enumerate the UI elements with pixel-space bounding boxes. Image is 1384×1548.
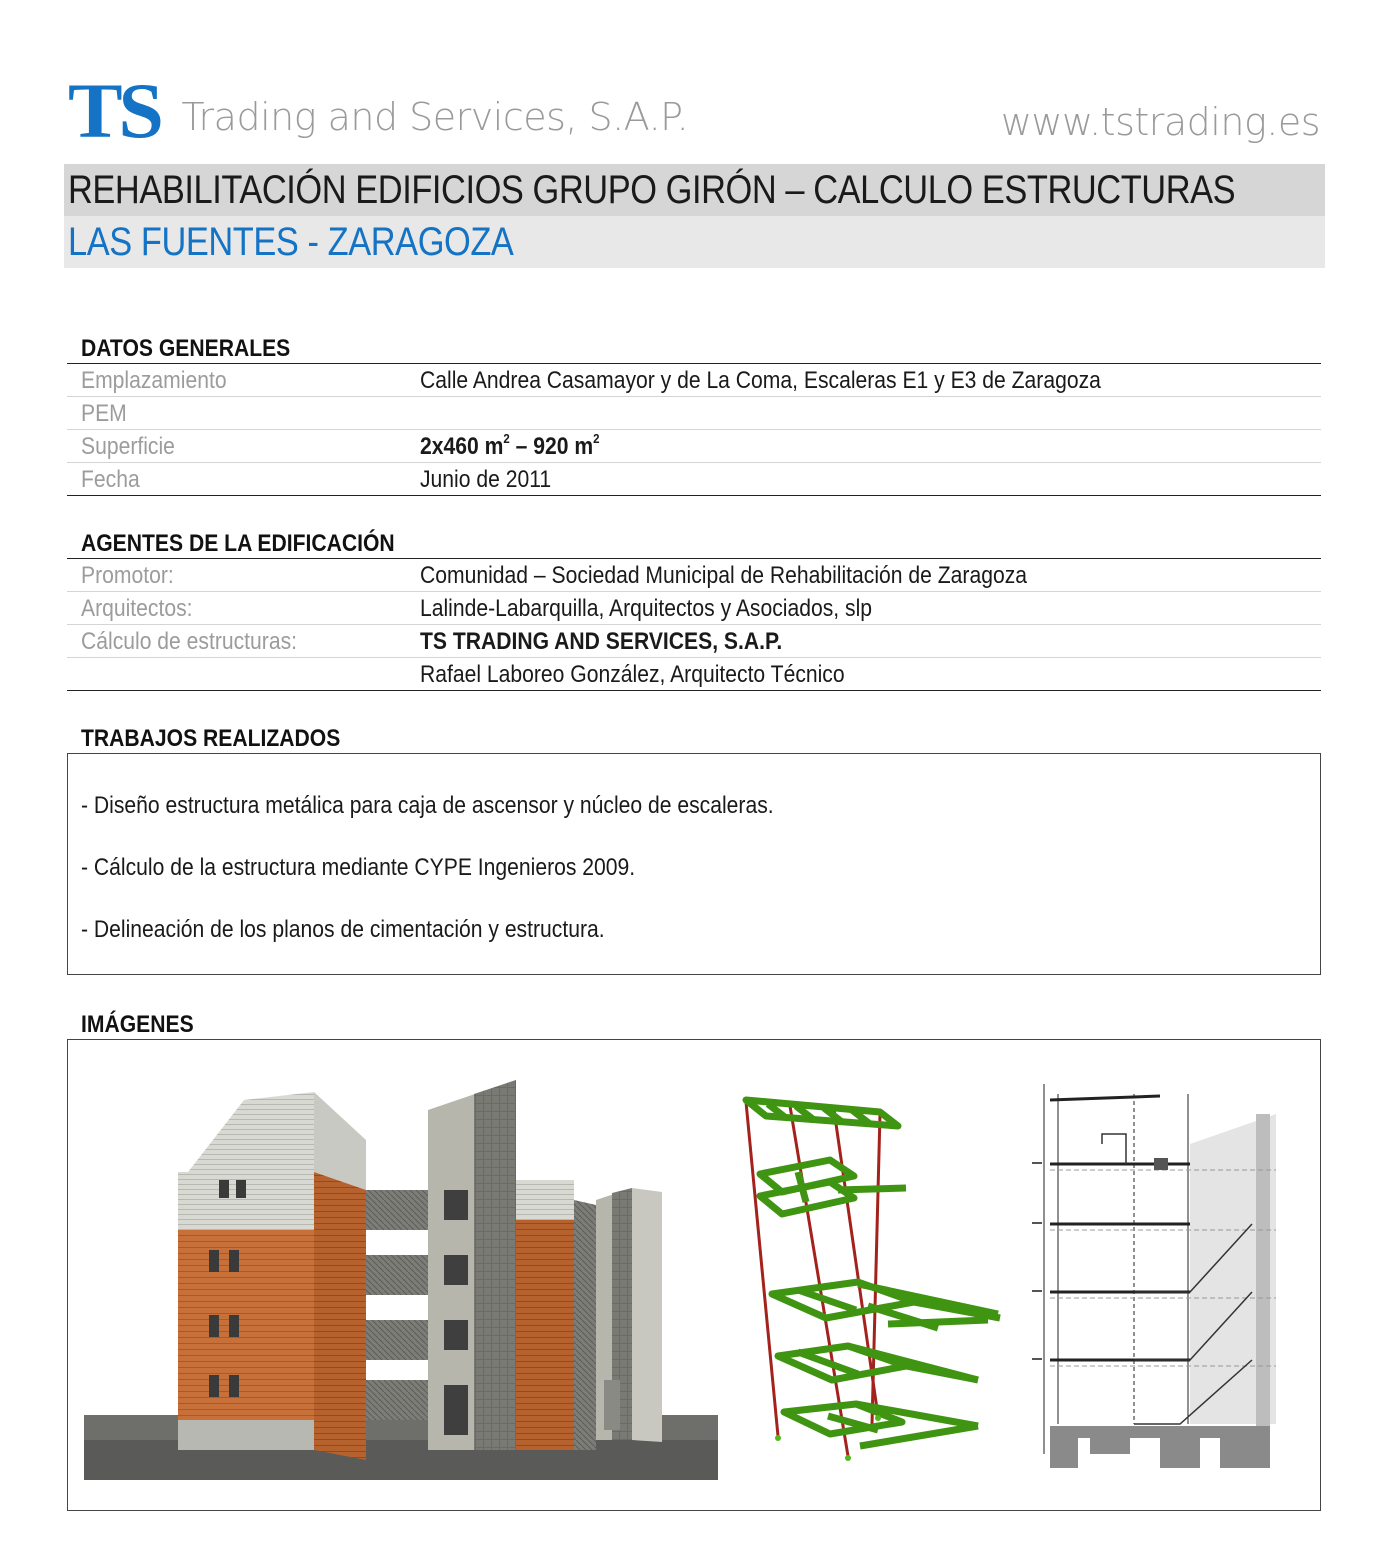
row-label: Promotor: [81,562,174,589]
row-label: Cálculo de estructuras: [81,628,297,655]
images-box [67,1039,1321,1511]
row-label: Superficie [81,433,175,460]
row-value: Rafael Laboreo González, Arquitecto Técnico [420,661,845,688]
section-heading-datos-generales: DATOS GENERALES [81,335,291,362]
section-heading-agentes: AGENTES DE LA EDIFICACIÓN [81,530,395,557]
row-label: PEM [81,400,127,427]
logo-mark: TS [68,67,160,154]
table-row [67,430,1321,463]
superficie-part-a: 2x460 m [420,433,504,460]
website-link[interactable]: www.tstrading.es [1000,100,1320,144]
section-heading-imagenes: IMÁGENES [81,1011,194,1038]
table-row [67,658,1321,690]
row-value: Junio de 2011 [420,466,552,493]
structural-section-drawing [1030,1074,1280,1484]
subtitle-bar [64,216,1325,268]
company-logo [68,67,689,154]
row-value: Calle Andrea Casamayor y de La Coma, Escaleras E1 y E3 de Zaragoza [420,367,1101,394]
trabajos-box [67,753,1321,975]
agentes-table [67,558,1321,691]
steel-structure-3d-image [738,1084,1010,1476]
row-value-superficie [420,433,599,461]
list-item: - Cálculo de la estructura mediante CYPE Ingenieros 2009. [81,854,636,881]
datos-generales-table [67,363,1321,496]
list-item: - Diseño estructura metálica para caja de ascensor y núcleo de escaleras. [81,792,774,819]
table-row [67,592,1321,625]
list-item: - Delineación de los planos de cimentación y estructura. [81,916,605,943]
section-heading-trabajos: TRABAJOS REALIZADOS [81,725,341,752]
table-row [67,625,1321,658]
row-label: Emplazamiento [81,367,227,394]
table-row [67,463,1321,495]
table-row [67,559,1321,592]
row-label: Fecha [81,466,140,493]
page-subtitle: LAS FUENTES - ZARAGOZA [68,220,514,264]
table-row [67,364,1321,397]
row-value: TS TRADING AND SERVICES, S.A.P. [420,628,783,655]
row-value: Comunidad – Sociedad Municipal de Rehabilitación de Zaragoza [420,562,1027,589]
superficie-sup-a: 2 [503,431,510,446]
row-label: Arquitectos: [81,595,193,622]
title-bar [64,164,1325,216]
company-name: Trading and Services, S.A.P. [181,95,689,139]
superficie-part-b: – 920 m [509,433,594,460]
building-render-image [84,1080,718,1480]
row-value: Lalinde-Labarquilla, Arquitectos y Asociados, slp [420,595,873,622]
page-title: REHABILITACIÓN EDIFICIOS GRUPO GIRÓN – CALCULO ESTRUCTURAS [68,168,1236,212]
table-row [67,397,1321,430]
superficie-sup-b: 2 [593,431,600,446]
